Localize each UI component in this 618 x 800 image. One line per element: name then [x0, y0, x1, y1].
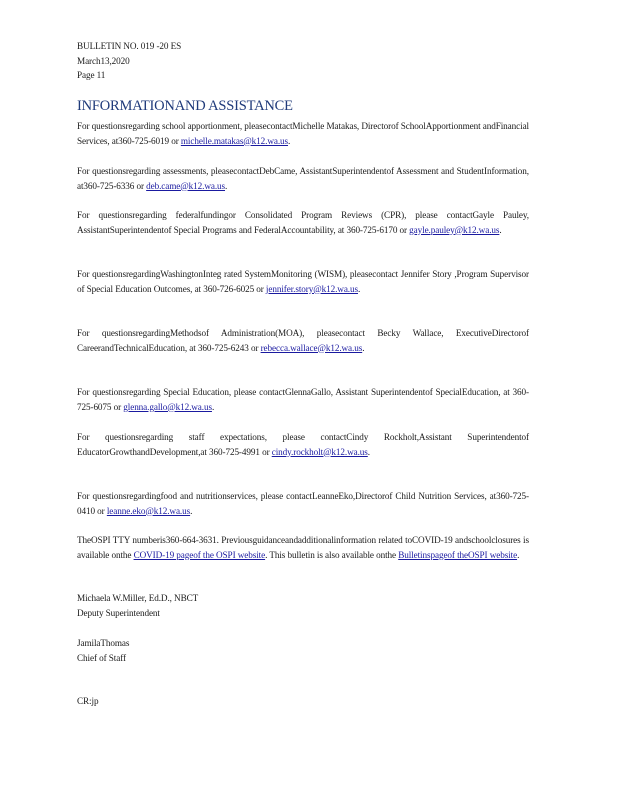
- contact-paragraph: [77, 208, 529, 237]
- covid-info-paragraph: [77, 533, 529, 562]
- initials-text: CR:jp: [77, 696, 99, 706]
- paragraph-text: For questionsregardingfood and nutritionservices, please contactLeanneEko,Directorof Child Nutrition Services, at360-725-0410 or: [77, 491, 529, 516]
- email-link[interactable]: cindy.rockholt@k12.wa.us: [271, 446, 368, 457]
- paragraph-text: For questionsregarding school apportionment, pleasecontactMichelle Matakas, Directorof SchoolApportionment andFinancial Services, at360-725-6019 or: [77, 121, 529, 146]
- paragraph-tail: .: [517, 549, 520, 560]
- bulletin-number: BULLETIN NO. 019 -20 ES: [77, 41, 182, 51]
- email-link[interactable]: rebecca.wallace@k12.wa.us: [260, 342, 363, 353]
- signer-title: Deputy Superintendent: [77, 607, 160, 618]
- paragraph-text: For questionsregarding federalfundingor Consolidated Program Reviews (CPR), please contactGayle Pauley, AssistantSuperintendentof Special Programs and FederalAccountability, at 360-725-6170 or: [77, 210, 529, 235]
- paragraph-tail: .: [211, 401, 215, 412]
- paragraph-tail: .: [190, 505, 193, 516]
- contact-paragraph: [77, 326, 529, 355]
- signer-title: Chief of Staff: [77, 652, 126, 663]
- signature-block: [77, 636, 129, 665]
- email-link[interactable]: leanne.eko@k12.wa.us: [106, 505, 191, 516]
- bulletins-page-link[interactable]: Bulletinspageof theOSPI website: [398, 549, 518, 560]
- email-link[interactable]: michelle.matakas@k12.wa.us: [180, 135, 289, 146]
- signature-block: [77, 591, 198, 620]
- email-link[interactable]: gayle.pauley@k12.wa.us: [409, 224, 500, 235]
- bulletin-date: March13,2020: [77, 55, 130, 66]
- paragraph-tail: .: [225, 180, 228, 191]
- contact-paragraph: [77, 430, 529, 459]
- paragraph-text: For questionsregarding Special Education, please contactGlennaGallo, Assistant Superintendentof SpecialEducation, at 360-725-6075 or: [77, 387, 529, 412]
- paragraph-tail: .: [357, 283, 361, 294]
- signer-name: JamilaThomas: [77, 638, 130, 648]
- contact-paragraph: [77, 489, 529, 518]
- paragraph-tail: .: [499, 224, 502, 235]
- contact-paragraph: [77, 164, 529, 193]
- contact-paragraph: [77, 385, 529, 414]
- covid-page-link[interactable]: COVID-19 pageof the OSPI website: [133, 549, 266, 560]
- email-link[interactable]: deb.came@k12.wa.us: [146, 180, 226, 191]
- typist-initials: [77, 694, 98, 709]
- paragraph-text: . This bulletin is also available onthe: [265, 549, 399, 560]
- email-link[interactable]: jennifer.story@k12.wa.us: [265, 283, 358, 294]
- paragraph-text: For questionsregardingWashingtonInteg rated SystemMonitoring (WISM), pleasecontact Jennifer Story ,Program Supervisor of Special Education Outcomes, at 360-726-6025 or: [77, 269, 529, 294]
- section-title: INFORMATIONAND ASSISTANCE: [77, 98, 293, 114]
- paragraph-text: For questionsregarding staff expectations, please contactCindy Rockholt,Assistant Superintendentof EducatorGrowthandDevelopment,at 360-725-4991 or: [77, 432, 529, 457]
- paragraph-text: For questionsregarding assessments, pleasecontactDebCame, AssistantSuperintendentof Assessment and StudentInformation, at360-725-6336 or: [77, 166, 529, 191]
- bulletin-header: [77, 39, 181, 83]
- paragraph-text: For questionsregardingMethodsof Administration(MOA), pleasecontact Becky Wallace, ExecutiveDirectorof CareerandTechnicalEducation, at 360-725-6243 or: [77, 328, 529, 353]
- page-number: Page 11: [77, 70, 106, 80]
- contact-paragraph: [77, 267, 529, 296]
- paragraph-tail: .: [367, 446, 370, 457]
- paragraph-tail: .: [288, 135, 291, 146]
- paragraph-text: TheOSPI TTY numberis360-664-3631. Previousguidanceandadditionalinformation related toCOVID-19 andschoolclosures is available onthe: [77, 535, 529, 560]
- paragraph-tail: .: [362, 342, 365, 353]
- email-link[interactable]: glenna.gallo@k12.wa.us: [123, 401, 212, 412]
- signer-name: Michaela W.Miller, Ed.D., NBCT: [77, 593, 199, 603]
- contact-paragraph: [77, 119, 529, 148]
